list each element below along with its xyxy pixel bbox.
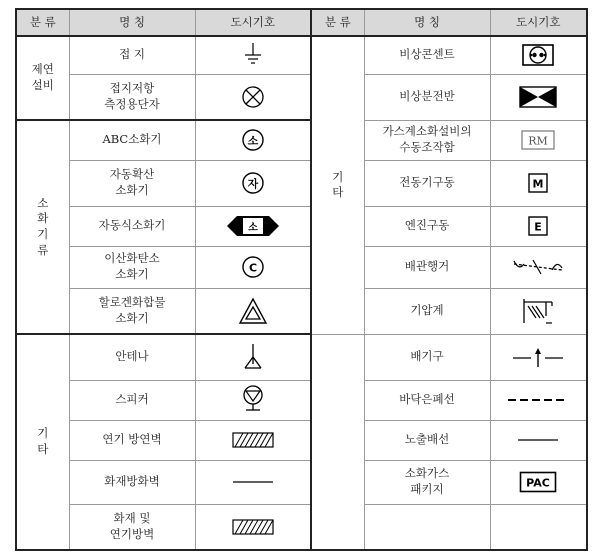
svg-text:자: 자 xyxy=(247,177,259,191)
fire-smoke-barrier-icon xyxy=(195,504,311,550)
row-name: 화재 및 연기방벽 xyxy=(69,504,195,550)
exhaust-icon xyxy=(490,334,587,380)
category-other-left: 기 타 xyxy=(16,334,69,550)
row-name: ABC소화기 xyxy=(69,120,195,160)
emergency-outlet-icon xyxy=(490,36,587,74)
row-name: 안테나 xyxy=(69,334,195,380)
table-row xyxy=(16,36,587,74)
table-row xyxy=(16,380,587,420)
row-name-empty xyxy=(364,504,490,550)
row-name: 비상콘센트 xyxy=(364,36,490,74)
exposed-wiring-icon xyxy=(490,420,587,460)
header-category: 분 류 xyxy=(16,9,69,36)
row-name: 접지저항 측정용단자 xyxy=(69,74,195,120)
automatic-extinguisher-icon xyxy=(195,206,311,246)
symbol-empty xyxy=(490,504,587,550)
antenna-icon xyxy=(195,334,311,380)
row-name: 이산화탄소 소화기 xyxy=(69,246,195,288)
table-row xyxy=(16,420,587,460)
extinguisher-abc-icon xyxy=(195,120,311,160)
svg-text:소: 소 xyxy=(247,134,259,148)
auto-diffusion-extinguisher-icon xyxy=(195,160,311,206)
speaker-icon xyxy=(195,380,311,420)
row-name: 자동확산 소화기 xyxy=(69,160,195,206)
row-name: 노출배선 xyxy=(364,420,490,460)
row-name: 소화가스 패키지 xyxy=(364,460,490,504)
table-row xyxy=(16,504,587,550)
header-symbol-right: 도시기호 xyxy=(490,9,587,36)
concealed-floor-line-icon xyxy=(490,380,587,420)
table-row xyxy=(16,160,587,206)
header-name: 명 칭 xyxy=(69,9,195,36)
ground-icon xyxy=(195,36,311,74)
row-name: 비상분전반 xyxy=(364,74,490,120)
table-row xyxy=(16,460,587,504)
row-name: 전동기구동 xyxy=(364,160,490,206)
row-name: 배기구 xyxy=(364,334,490,380)
row-name: 자동식소화기 xyxy=(69,206,195,246)
svg-text:M: M xyxy=(532,177,544,191)
row-name: 배관행거 xyxy=(364,246,490,288)
engine-drive-icon xyxy=(490,206,587,246)
category-smoke-control: 제연 설비 xyxy=(16,36,69,120)
barometer-icon xyxy=(490,288,587,334)
header-category-right: 분 류 xyxy=(311,9,364,36)
row-name: 바닥은폐선 xyxy=(364,380,490,420)
smoke-barrier-icon xyxy=(195,420,311,460)
svg-text:PAC: PAC xyxy=(526,476,551,490)
gas-package-icon xyxy=(490,460,587,504)
header-row xyxy=(16,9,587,36)
table-row xyxy=(16,120,587,160)
halogen-extinguisher-icon xyxy=(195,288,311,334)
table-row xyxy=(16,246,587,288)
header-name-right: 명 칭 xyxy=(364,9,490,36)
symbol-table xyxy=(15,8,588,551)
row-name: 스피커 xyxy=(69,380,195,420)
svg-text:소: 소 xyxy=(247,222,258,234)
table-row xyxy=(16,288,587,334)
svg-text:RM: RM xyxy=(528,134,549,148)
manual-box-icon xyxy=(490,120,587,160)
category-other-right-lower xyxy=(311,334,364,550)
crossed-circle-icon xyxy=(195,74,311,120)
table-row xyxy=(16,206,587,246)
table-row xyxy=(16,74,587,120)
svg-text:C: C xyxy=(248,261,257,275)
category-extinguisher: 소 화 기 류 xyxy=(16,120,69,334)
row-name: 엔진구동 xyxy=(364,206,490,246)
svg-text:E: E xyxy=(534,220,543,234)
emergency-panel-icon xyxy=(490,74,587,120)
category-other-right: 기 타 xyxy=(311,36,364,334)
header-symbol: 도시기호 xyxy=(195,9,311,36)
co2-extinguisher-icon xyxy=(195,246,311,288)
row-name: 화재방화벽 xyxy=(69,460,195,504)
pipe-hanger-icon xyxy=(490,246,587,288)
fire-wall-icon xyxy=(195,460,311,504)
row-name: 연기 방연벽 xyxy=(69,420,195,460)
table-row xyxy=(16,334,587,380)
row-name: 할로겐화합물 소화기 xyxy=(69,288,195,334)
row-name: 가스계소화설비의 수동조작함 xyxy=(364,120,490,160)
row-name: 접 지 xyxy=(69,36,195,74)
motor-drive-icon xyxy=(490,160,587,206)
row-name: 기압계 xyxy=(364,288,490,334)
